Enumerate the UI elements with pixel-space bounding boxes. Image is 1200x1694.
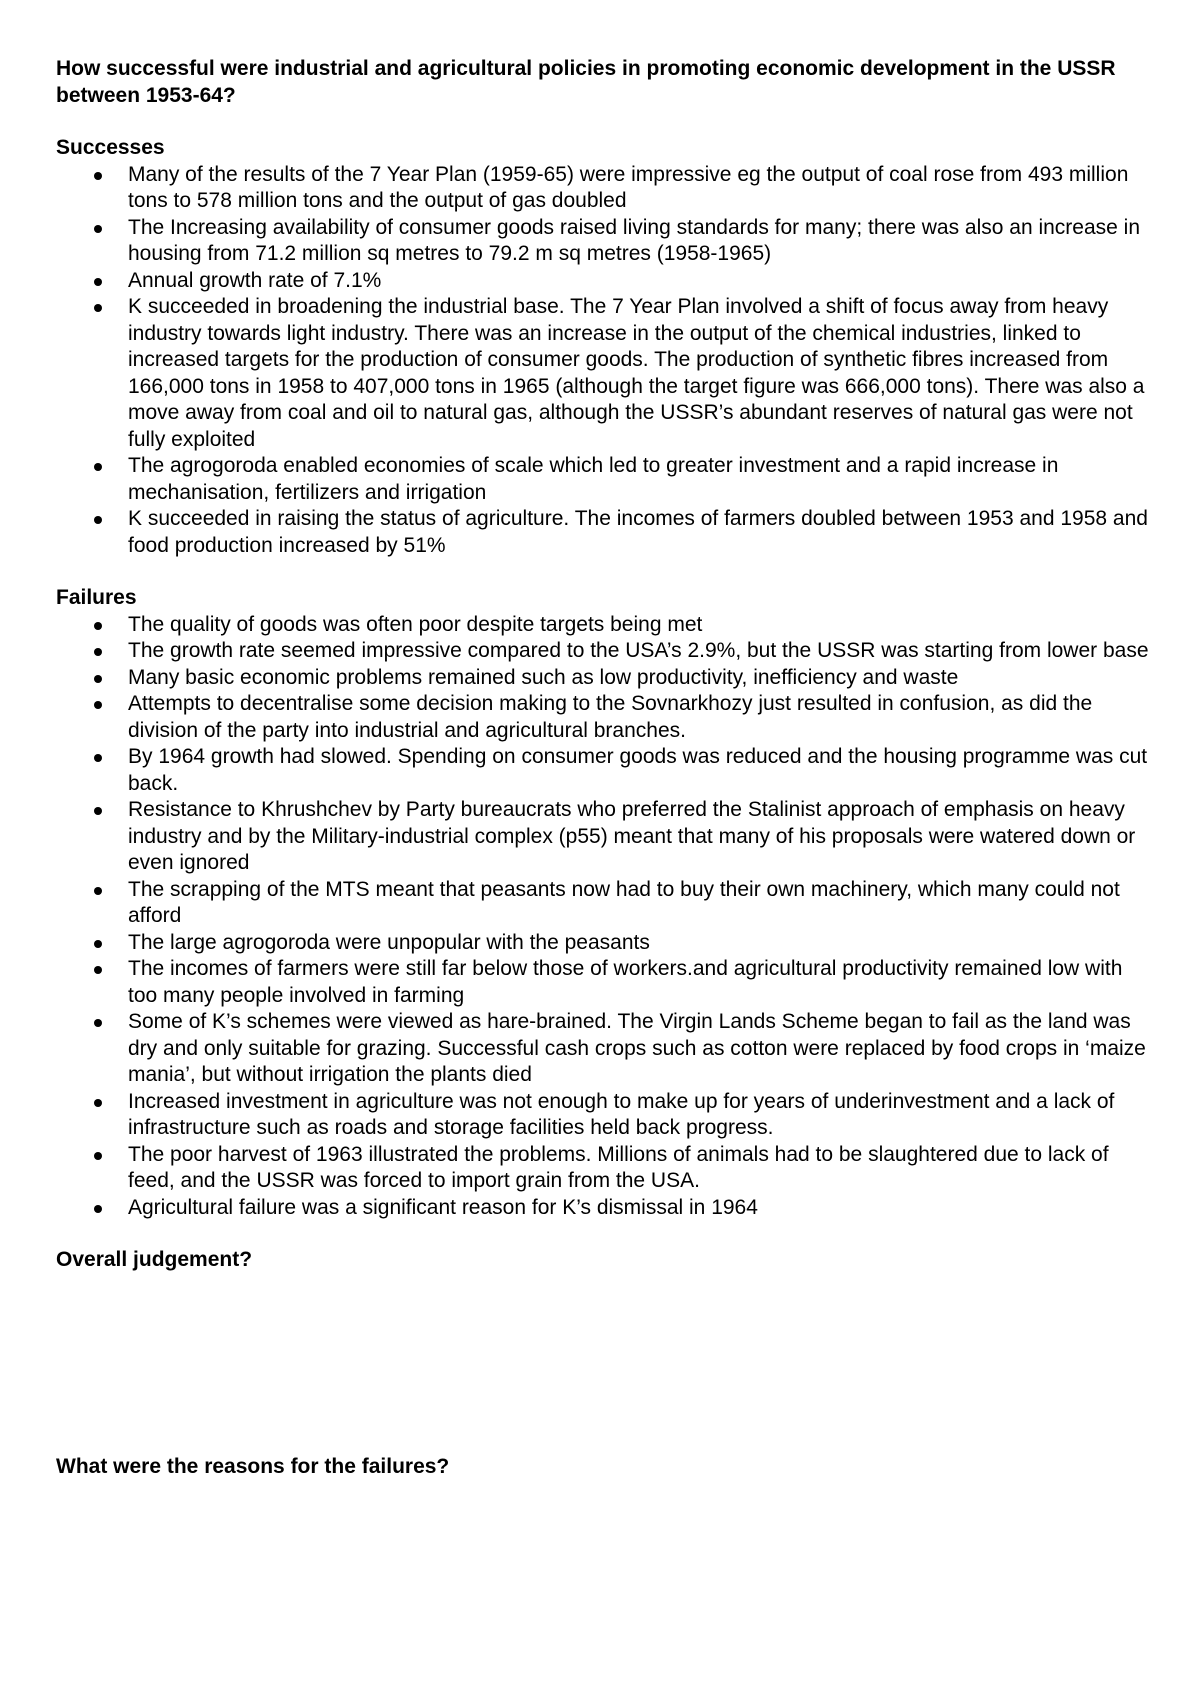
list-item: The incomes of farmers were still far below those of workers.and agricultural productivity remained low with too many people involved in farming [56, 956, 1156, 1009]
bullet-icon [94, 940, 102, 948]
bullet-icon [94, 1152, 102, 1160]
successes-list [56, 162, 1156, 560]
list-item: Many basic economic problems remained such as low productivity, inefficiency and waste [56, 665, 1156, 692]
list-item: K succeeded in raising the status of agriculture. The incomes of farmers doubled between 1953 and 1958 and food production increased by 51% [56, 506, 1156, 559]
list-item: K succeeded in broadening the industrial base. The 7 Year Plan involved a shift of focus away from heavy industry towards light industry. There was an increase in the output of the chemical industries, linked to increased targets for the production of consumer goods. The production of synthetic fibres increased from 166,000 tons in 1958 to 407,000 tons in 1965 (although the target figure was 666,000 tons). There was also a move away from coal and oil to natural gas, although the USSR’s abundant reserves of natural gas were not fully exploited [56, 294, 1156, 453]
list-item: Increased investment in agriculture was not enough to make up for years of underinvestment and a lack of infrastructure such as roads and storage facilities held back progress. [56, 1089, 1156, 1142]
successes-heading: Successes [56, 136, 165, 159]
bullet-icon [94, 516, 102, 524]
list-item: The agrogoroda enabled economies of scale which led to greater investment and a rapid increase in mechanisation, fertilizers and irrigation [56, 453, 1156, 506]
bullet-icon [94, 463, 102, 471]
bullet-icon [94, 278, 102, 286]
list-item: Agricultural failure was a significant reason for K’s dismissal in 1964 [56, 1195, 1156, 1222]
list-item: Many of the results of the 7 Year Plan (1959-65) were impressive eg the output of coal rose from 493 million tons to 578 million tons and the output of gas doubled [56, 162, 1156, 215]
list-item: By 1964 growth had slowed. Spending on consumer goods was reduced and the housing programme was cut back. [56, 744, 1156, 797]
bullet-icon [94, 1099, 102, 1107]
bullet-icon [94, 1205, 102, 1213]
bullet-icon [94, 701, 102, 709]
page-title: How successful were industrial and agricultural policies in promoting economic development in the USSR between 1953-64? [56, 57, 1116, 107]
list-item: Annual growth rate of 7.1% [56, 268, 1156, 295]
bullet-icon [94, 172, 102, 180]
bullet-icon [94, 225, 102, 233]
list-item: The scrapping of the MTS meant that peasants now had to buy their own machinery, which many could not afford [56, 877, 1156, 930]
bullet-icon [94, 304, 102, 312]
list-item: The Increasing availability of consumer goods raised living standards for many; there was also an increase in housing from 71.2 million sq metres to 79.2 m sq metres (1958-1965) [56, 215, 1156, 268]
list-item: The growth rate seemed impressive compared to the USA’s 2.9%, but the USSR was starting from lower base [56, 638, 1156, 665]
list-item: The large agrogoroda were unpopular with the peasants [56, 930, 1156, 957]
failures-heading: Failures [56, 586, 137, 609]
answer-space [56, 1274, 1156, 1454]
bullet-icon [94, 887, 102, 895]
bullet-icon [94, 754, 102, 762]
overall-judgement-heading: Overall judgement? [56, 1248, 253, 1271]
bullet-icon [94, 807, 102, 815]
bullet-icon [94, 1019, 102, 1027]
failures-list [56, 612, 1156, 1222]
list-item: The poor harvest of 1963 illustrated the problems. Millions of animals had to be slaughtered due to lack of feed, and the USSR was forced to import grain from the USA. [56, 1142, 1156, 1195]
list-item: The quality of goods was often poor despite targets being met [56, 612, 1156, 639]
bullet-icon [94, 966, 102, 974]
bullet-icon [94, 648, 102, 656]
reasons-heading: What were the reasons for the failures? [56, 1454, 450, 1478]
bullet-icon [94, 675, 102, 683]
list-item: Resistance to Khrushchev by Party bureaucrats who preferred the Stalinist approach of emphasis on heavy industry and by the Military-industrial complex (p55) meant that many of his proposals were watered down or even ignored [56, 797, 1156, 877]
document-page [56, 56, 1156, 1480]
list-item: Some of K’s schemes were viewed as hare-brained. The Virgin Lands Scheme began to fail as the land was dry and only suitable for grazing. Successful cash crops such as cotton were replaced by food crops in ‘maize mania’, but without irrigation the plants died [56, 1009, 1156, 1089]
bullet-icon [94, 622, 102, 630]
list-item: Attempts to decentralise some decision making to the Sovnarkhozy just resulted in confusion, as did the division of the party into industrial and agricultural branches. [56, 691, 1156, 744]
